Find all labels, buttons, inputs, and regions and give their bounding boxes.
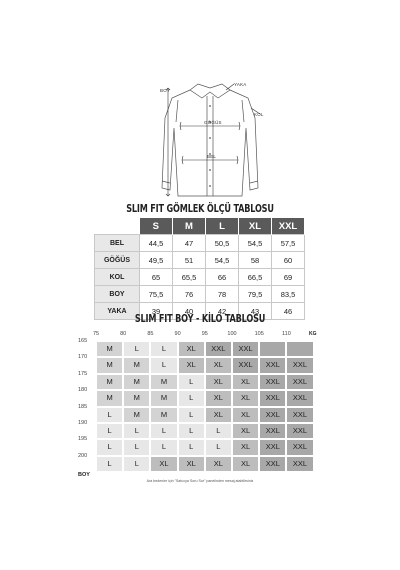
kg-label: KG bbox=[309, 331, 317, 337]
size-table-row bbox=[95, 286, 305, 303]
size-row-label: BEL bbox=[95, 235, 140, 252]
grid-cell: L bbox=[96, 407, 123, 423]
size-table bbox=[94, 218, 305, 320]
grid-cell: M bbox=[123, 390, 150, 406]
grid-cell: XL bbox=[150, 456, 177, 472]
grid-cell: M bbox=[96, 374, 123, 390]
grid-cell: XXL bbox=[259, 390, 286, 406]
size-cell: 49,5 bbox=[140, 252, 173, 269]
height-tick: 185 bbox=[78, 403, 88, 410]
grid-cell: L bbox=[150, 357, 177, 373]
grid-cell: XXL bbox=[259, 374, 286, 390]
grid-cell: XXL bbox=[259, 407, 286, 423]
size-table-row bbox=[95, 269, 305, 286]
grid-cell: M bbox=[96, 390, 123, 406]
grid-cell: XL bbox=[232, 407, 259, 423]
grid-cell: XL bbox=[178, 456, 205, 472]
footnote: Ara bedenler için "Satıcıya Soru Sor" panelinden mesaj atabilirsiniz bbox=[146, 479, 254, 483]
grid-cell: XL bbox=[178, 357, 205, 373]
height-tick: 195 bbox=[78, 436, 88, 443]
grid-cell: M bbox=[123, 357, 150, 373]
size-header: XL bbox=[239, 218, 272, 235]
weight-height-grid bbox=[96, 341, 314, 473]
weight-tick: 80 bbox=[120, 331, 127, 337]
size-cell: 54,5 bbox=[239, 235, 272, 252]
grid-cell: L bbox=[123, 439, 150, 455]
grid-cell: M bbox=[150, 374, 177, 390]
size-header: M bbox=[173, 218, 206, 235]
weight-tick: 75 bbox=[92, 331, 100, 337]
size-cell: 46 bbox=[272, 303, 305, 320]
grid-cell: L bbox=[178, 374, 205, 390]
size-row-label: YAKA bbox=[95, 303, 140, 320]
grid-cell: XXL bbox=[286, 423, 313, 439]
grid-cell: XXL bbox=[286, 407, 313, 423]
grid-cell: M bbox=[150, 407, 177, 423]
size-cell: 75,5 bbox=[140, 286, 173, 303]
height-tick: 190 bbox=[78, 420, 88, 426]
grid-cell: L bbox=[205, 439, 232, 455]
grid-cell bbox=[286, 341, 313, 357]
grid-cell: L bbox=[150, 439, 177, 455]
size-cell: 65 bbox=[140, 269, 173, 286]
diagram-label-yaka: YAKA bbox=[234, 82, 247, 87]
grid-cell: L bbox=[123, 423, 150, 439]
grid-cell: XXL bbox=[259, 439, 286, 455]
weight-tick: 90 bbox=[174, 331, 181, 337]
weight-tick: 100 bbox=[227, 331, 237, 337]
size-table-row bbox=[95, 252, 305, 269]
grid-cell: L bbox=[96, 423, 123, 439]
grid-cell: XL bbox=[232, 390, 259, 406]
grid-cell: XL bbox=[232, 374, 259, 390]
grid-cell: XL bbox=[205, 456, 232, 472]
grid-cell: XL bbox=[178, 341, 205, 357]
size-cell: 76 bbox=[173, 286, 206, 303]
grid-cell: XL bbox=[205, 407, 232, 423]
diagram-label-gogus: GÖĞÜS bbox=[204, 120, 222, 125]
grid-cell: M bbox=[96, 341, 123, 357]
size-cell: 66 bbox=[206, 269, 239, 286]
weight-tick: 105 bbox=[254, 331, 264, 337]
size-cell: 79,5 bbox=[239, 286, 272, 303]
grid-cell: L bbox=[150, 341, 177, 357]
height-tick: 165 bbox=[78, 338, 88, 344]
grid-cell: L bbox=[178, 439, 205, 455]
size-table-title: SLIM FIT GÖMLEK ÖLÇÜ TABLOSU bbox=[126, 203, 274, 215]
weight-grid-title: SLIM FIT BOY - KİLO TABLOSU bbox=[134, 313, 266, 325]
size-header-blank bbox=[95, 218, 140, 235]
grid-cell: XXL bbox=[286, 357, 313, 373]
grid-cell: XXL bbox=[286, 456, 313, 472]
grid-cell: L bbox=[150, 423, 177, 439]
grid-cell: XXL bbox=[286, 439, 313, 455]
grid-cell: XL bbox=[232, 456, 259, 472]
grid-cell: XXL bbox=[232, 341, 259, 357]
grid-cell: M bbox=[123, 374, 150, 390]
size-cell: 40 bbox=[173, 303, 206, 320]
grid-cell: M bbox=[123, 407, 150, 423]
size-cell: 65,5 bbox=[173, 269, 206, 286]
diagram-label-bel: BEL bbox=[207, 154, 217, 159]
size-header: S bbox=[140, 218, 173, 235]
size-cell: 69 bbox=[272, 269, 305, 286]
grid-cell: XL bbox=[205, 374, 232, 390]
grid-cell: L bbox=[123, 341, 150, 357]
grid-cell: L bbox=[178, 423, 205, 439]
grid-cell: L bbox=[205, 423, 232, 439]
size-cell: 54,5 bbox=[206, 252, 239, 269]
size-cell: 43 bbox=[239, 303, 272, 320]
diagram-label-kol: KOL bbox=[254, 112, 264, 117]
size-header: L bbox=[206, 218, 239, 235]
grid-cell: XL bbox=[205, 390, 232, 406]
grid-cell: L bbox=[123, 456, 150, 472]
grid-cell: L bbox=[96, 439, 123, 455]
grid-cell: XXL bbox=[259, 357, 286, 373]
size-header-row bbox=[95, 218, 305, 235]
size-header: XXL bbox=[272, 218, 305, 235]
height-tick: 170 bbox=[78, 354, 88, 361]
size-cell: 50,5 bbox=[206, 235, 239, 252]
grid-cell: XL bbox=[232, 439, 259, 455]
grid-cell: L bbox=[178, 407, 205, 423]
grid-cell: M bbox=[150, 390, 177, 406]
size-cell: 78 bbox=[206, 286, 239, 303]
weight-tick: 110 bbox=[282, 331, 291, 337]
size-cell: 83,5 bbox=[272, 286, 305, 303]
size-cell: 51 bbox=[173, 252, 206, 269]
height-tick: 175 bbox=[78, 370, 88, 377]
grid-cell: M bbox=[96, 357, 123, 373]
size-cell: 42 bbox=[206, 303, 239, 320]
size-row-label: GÖĞÜS bbox=[95, 252, 140, 269]
weight-tick: 85 bbox=[147, 331, 154, 337]
diagram-label-boy: BOY bbox=[160, 88, 171, 93]
size-cell: 44,5 bbox=[140, 235, 173, 252]
grid-cell: L bbox=[178, 390, 205, 406]
size-row-label: BOY bbox=[95, 286, 140, 303]
size-cell: 66,5 bbox=[239, 269, 272, 286]
grid-cell bbox=[259, 341, 286, 357]
grid-cell: XXL bbox=[232, 357, 259, 373]
grid-cell: XXL bbox=[286, 374, 313, 390]
size-cell: 57,5 bbox=[272, 235, 305, 252]
grid-cell: XL bbox=[232, 423, 259, 439]
grid-cell: XXL bbox=[259, 456, 286, 472]
shirt-diagram bbox=[150, 78, 270, 206]
weight-tick: 95 bbox=[201, 331, 208, 337]
boy-axis-label: BOY bbox=[78, 472, 90, 478]
size-row-label: KOL bbox=[95, 269, 140, 286]
grid-cell: L bbox=[96, 456, 123, 472]
size-table-body bbox=[95, 235, 305, 320]
size-cell: 39 bbox=[140, 303, 173, 320]
size-cell: 60 bbox=[272, 252, 305, 269]
grid-cell: XXL bbox=[286, 390, 313, 406]
grid-cell: XXL bbox=[205, 341, 232, 357]
height-tick: 180 bbox=[78, 387, 88, 394]
size-cell: 58 bbox=[239, 252, 272, 269]
grid-cell: XXL bbox=[259, 423, 286, 439]
size-table-row bbox=[95, 235, 305, 252]
grid-cell: XL bbox=[205, 357, 232, 373]
height-tick: 200 bbox=[78, 452, 88, 459]
size-cell: 47 bbox=[173, 235, 206, 252]
